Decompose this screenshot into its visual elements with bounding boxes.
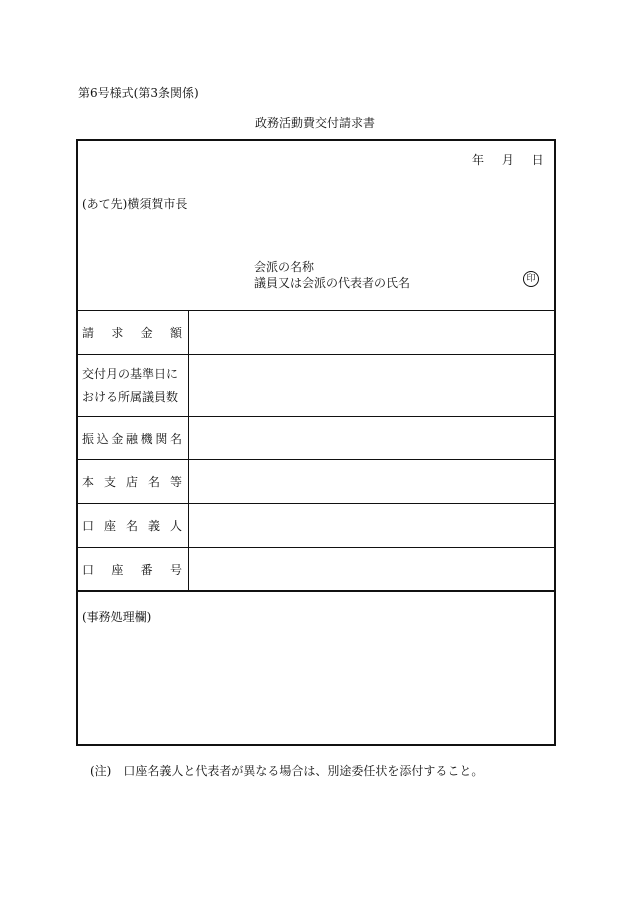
applicant-block: [254, 259, 410, 291]
account-number-label: 口 座 番 号: [82, 562, 182, 577]
column-divider: [188, 311, 189, 591]
bank-name-label: 振込金融機関名: [82, 431, 182, 446]
seal-mark: 印: [523, 271, 539, 287]
faction-name-label: 会派の名称: [254, 260, 315, 274]
office-use-label: (事務処理欄): [82, 610, 152, 624]
request-amount-label: 請 求 金 額: [82, 326, 182, 340]
account-holder-label: 口 座 名 義 人: [82, 519, 182, 533]
date-line: 年 月 日: [472, 153, 544, 167]
addressee: (あて先)横須賀市長: [82, 197, 188, 211]
form-number: 第6号様式(第3条関係): [78, 86, 199, 100]
row-divider: [77, 590, 555, 592]
member-count-label: 交付月の基準日に おける所属議員数: [82, 366, 179, 404]
note-text: 口座名義人と代表者が異なる場合は、別途委任状を添付すること。: [123, 764, 484, 778]
document-title: 政務活動費交付請求書: [254, 116, 375, 130]
branch-name-label: 本 支 店 名 等: [82, 475, 182, 489]
representative-label: 議員又は会派の代表者の氏名: [254, 276, 411, 290]
footnote: [90, 762, 483, 779]
note-marker: (注): [90, 764, 112, 778]
